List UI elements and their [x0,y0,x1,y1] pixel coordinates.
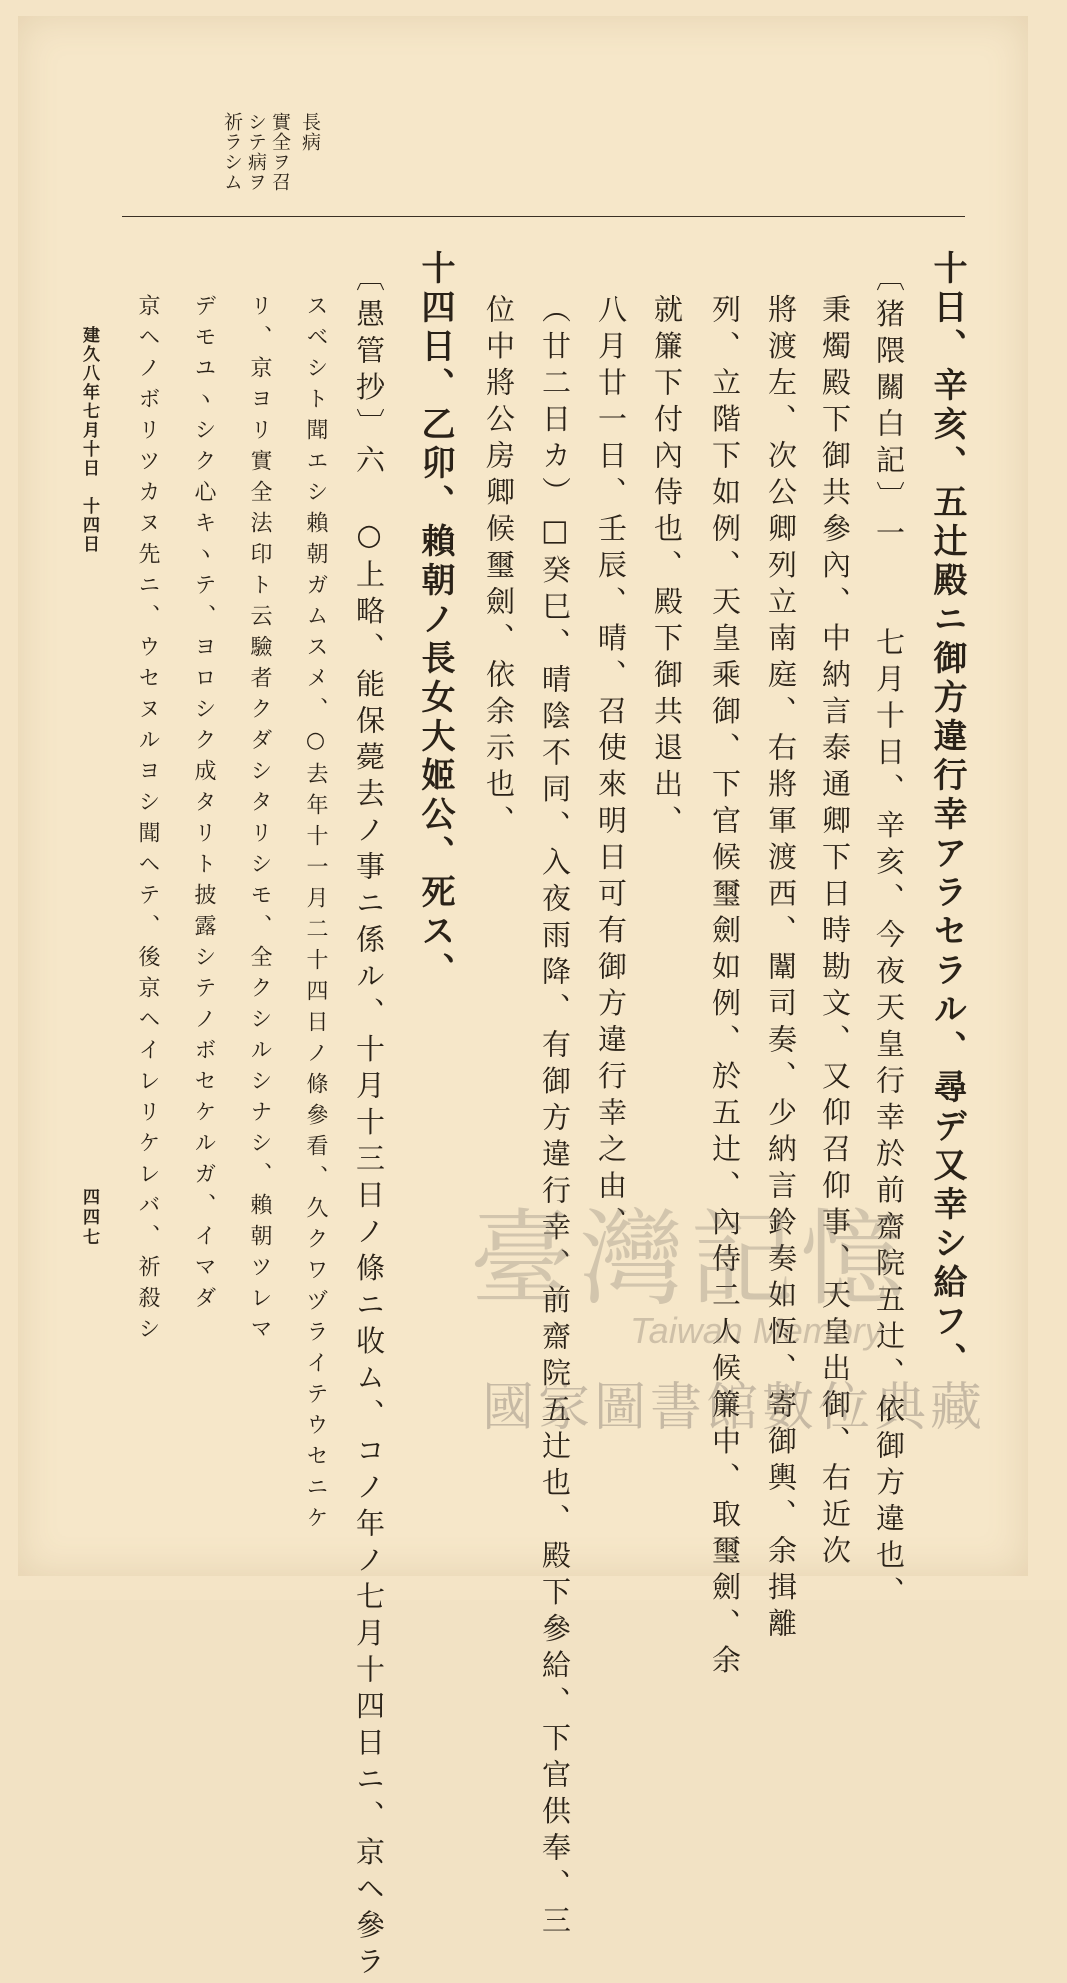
text-column: 將渡左、次公卿列立南庭、右將軍渡西、闈司奏、少納言鈴奏如恆、寄御輿、余揖離 [764,294,798,1645]
text-column: 〔猪隈關白記〕一 七月十日、辛亥、今夜天皇行幸於前齋院五辻、依御方違也、 [872,262,906,1613]
entry-heading-14th: 十四日、乙卯、賴朝ノ長女大姬公、死ス、 [415,250,455,991]
text-column: 列、立階下如例、天皇乘御、下官候璽劍如例、於五辻、內侍二人候簾中、取璽劍、余 [708,294,742,1681]
margin-note-2: 實全ヲ召 [269,112,291,192]
header-rule [122,216,965,217]
text-column: スベシト聞エシ賴朝ガムスメ、○去年十一月二十四日ノ條參看、久クワヅライテウセニケ [303,294,328,1537]
running-footer-date: 建久八年七月十日 十四日 [79,326,99,554]
text-column: 秉燭殿下御共參內、中納言泰通卿下日時勘文、又仰召仰事、天皇出御、右近次 [818,294,852,1572]
text-column: （廿二日カ）□癸巳、晴陰不同、入夜雨降、有御方違行幸、前齋院五辻也、殿下參給、下官供奉、三 [538,294,572,1942]
page-number: 四四七 [79,1188,99,1248]
text-column: 就簾下付內侍也、殿下御共退出、 [650,294,684,842]
text-column: 位中將公房卿候璽劍、依余示也、 [482,294,516,842]
margin-note-1: 長病 [299,112,321,152]
margin-note-4: 祈ラシム [221,112,243,192]
entry-heading-10th: 十日、辛亥、五辻殿ニ御方違行幸アラセラル、尋デ又幸シ給フ、 [927,250,967,1381]
watermark-subtitle: Taiwan Memory [630,1310,883,1351]
watermark-institution: 國家圖書館數位典藏 [482,1378,987,1438]
text-column: リ、京ヨリ實全法印ト云驗者クダシタリシモ、全クシルシナシ、賴朝ツレマ [247,294,272,1348]
text-column: 〔愚管抄〕六 ○上略、能保薨去ノ事ニ係ル、十月十三日ノ條ニ收ム、コノ年ノ七月十四日ニ、京ヘ參ラ [352,262,386,1983]
margin-note-3: シテ病ヲ [245,112,267,192]
text-column: 八月廿一日、壬辰、晴、召使來明日可有御方違行幸之由、 [594,294,628,1243]
watermark-logo: 臺灣記憶 [470,1198,911,1320]
text-column: 京ヘノボリツカヌ先ニ、ウセヌルヨシ聞ヘテ、後京ヘイレリケレバ、祈殺シ [135,294,160,1348]
text-column: デモユヽシク心キヽテ、ヨロシク成タリト披露シテノボセケルガ、イマダ [191,294,216,1317]
